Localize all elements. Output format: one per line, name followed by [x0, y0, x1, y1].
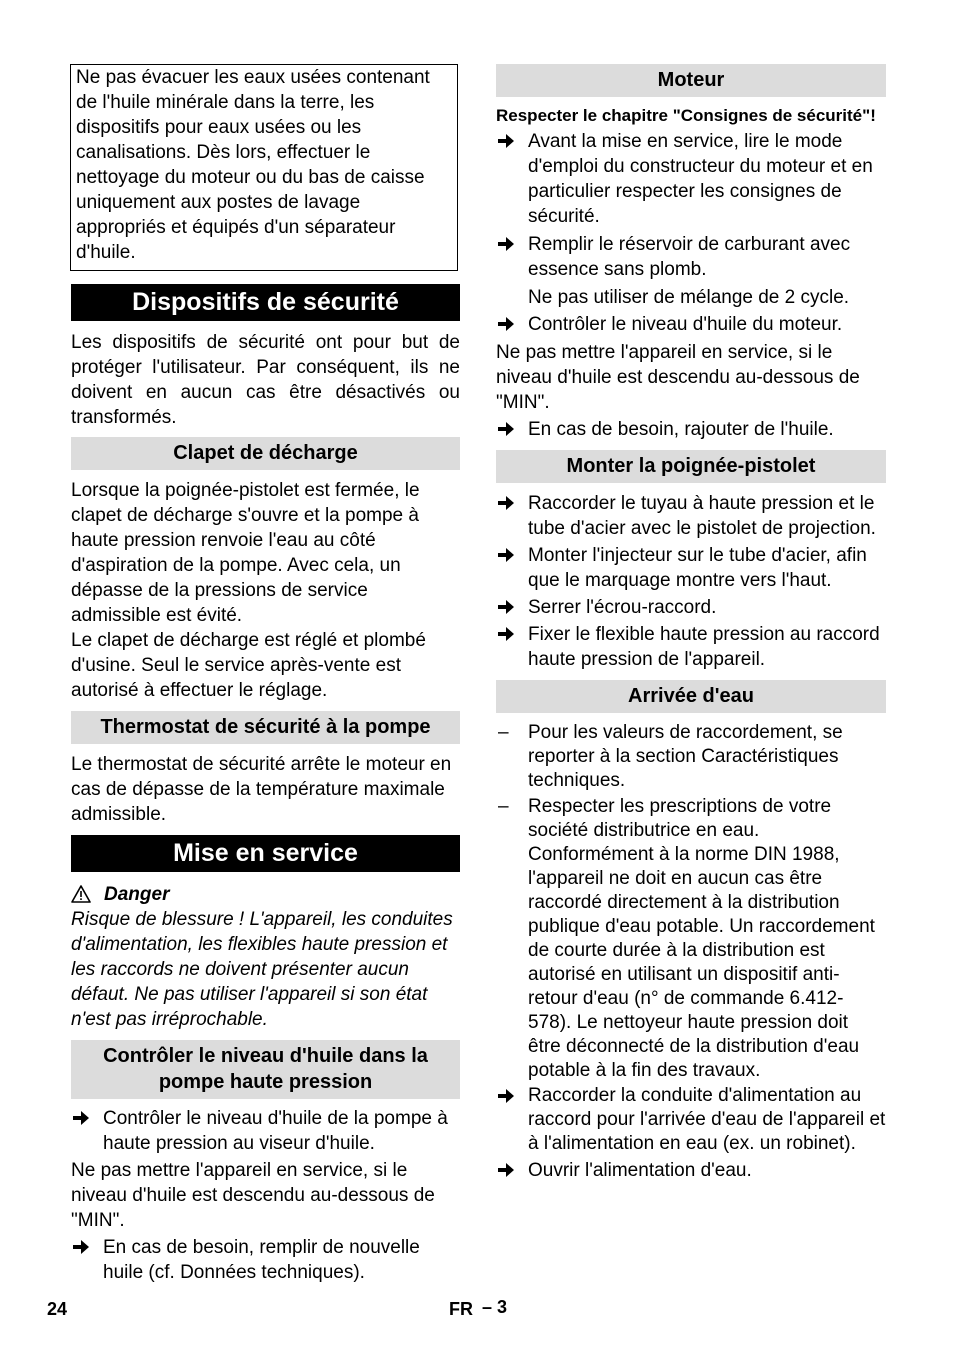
list-item	[496, 1158, 886, 1183]
language-code: FR	[449, 1299, 473, 1319]
dash-bullet: –	[498, 796, 509, 817]
heading-safety-devices: Dispositifs de sécurité	[71, 284, 460, 321]
danger-label: Danger	[104, 884, 170, 905]
arrow-right-icon	[498, 627, 514, 641]
thermostat-text: Le thermostat de sécurité arrête le moteur en cas de dépasse de la température maximale admissible.	[71, 754, 452, 825]
motor-safety-note: Respecter le chapitre "Consignes de sécurité"!	[496, 106, 876, 125]
list-item	[71, 1106, 460, 1156]
list-item-text: Fixer le flexible haute pression au raccord haute pression de l'appareil.	[528, 624, 880, 670]
list-item	[496, 232, 886, 282]
arrow-right-icon	[498, 548, 514, 562]
arrow-right-icon	[73, 1111, 89, 1125]
list-item-text: En cas de besoin, remplir de nouvelle huile (cf. Données techniques).	[103, 1237, 420, 1283]
danger-label-row	[71, 882, 460, 907]
heading-motor: Moteur	[496, 64, 886, 97]
list-item-text: Remplir le réservoir de carburant avec essence sans plomb.	[528, 234, 851, 280]
section-number: – 3	[482, 1297, 508, 1317]
arrow-right-icon	[498, 134, 514, 148]
heading-relief-valve: Clapet de décharge	[71, 437, 460, 470]
list-item-text: Ne pas utiliser de mélange de 2 cycle.	[528, 287, 850, 308]
heading-mount-gun: Monter la poignée-pistolet	[496, 450, 886, 483]
arrow-right-icon	[498, 422, 514, 436]
list-item	[496, 622, 886, 672]
list-item-text: Monter l'injecteur sur le tube d'acier, afin que le marquage montre vers l'haut.	[528, 545, 867, 591]
list-item-text: En cas de besoin, rajouter de l'huile.	[528, 419, 834, 440]
pump-oil-warning: Ne pas mettre l'appareil en service, si le niveau d'huile est descendu au-dessous de "MIN".	[71, 1160, 435, 1231]
arrow-right-icon	[498, 496, 514, 510]
list-item	[496, 312, 886, 337]
list-item-text: Contrôler le niveau d'huile de la pompe à haute pression au viseur d'huile.	[103, 1108, 448, 1154]
arrow-right-icon	[498, 1089, 514, 1103]
list-item-subtext	[496, 285, 886, 310]
list-item-text: Raccorder le tuyau à haute pression et le tube d'acier avec le pistolet de projection.	[528, 493, 876, 539]
list-item-text: Pour les valeurs de raccordement, se reporter à la section Caractéristiques techniques.	[528, 722, 843, 791]
list-item-text: Serrer l'écrou-raccord.	[528, 597, 717, 618]
list-item-text: Raccorder la conduite d'alimentation au raccord pour l'arrivée d'eau de l'appareil et à l'alimentation en eau (ex. un robinet).	[528, 1085, 886, 1154]
list-item	[496, 129, 886, 229]
heading-startup: Mise en service	[71, 835, 460, 872]
heading-pump-oil-level: Contrôler le niveau d'huile dans la pompe haute pression	[71, 1040, 460, 1099]
relief-valve-text-1: Lorsque la poignée-pistolet est fermée, le clapet de décharge s'ouvre et la pompe à haute pression renvoie l'eau au côté d'aspiration de la pompe. Avec cela, un dépasse de la pressions de service admissible est évité.	[71, 480, 420, 626]
list-item	[496, 795, 886, 1083]
list-item	[496, 543, 886, 593]
arrow-right-icon	[498, 237, 514, 251]
safety-intro: Les dispositifs de sécurité ont pour but de protéger l'utilisateur. Par conséquent, ils ne doivent en aucun cas être désactivés ou transformés.	[71, 332, 460, 428]
arrow-right-icon	[498, 600, 514, 614]
heading-thermostat: Thermostat de sécurité à la pompe	[71, 711, 460, 744]
page-number: 24	[47, 1299, 68, 1319]
arrow-right-icon	[73, 1240, 89, 1254]
relief-valve-text-2: Le clapet de décharge est réglé et plombé d'usine. Seul le service après-vente est autorisé à effectuer le réglage.	[71, 630, 426, 701]
arrow-right-icon	[498, 1163, 514, 1177]
right-column	[496, 64, 886, 1183]
dash-bullet: –	[498, 722, 509, 743]
arrow-right-icon	[498, 317, 514, 331]
list-item	[496, 491, 886, 541]
left-column	[71, 64, 460, 1285]
warning-triangle-icon	[71, 885, 91, 903]
oil-disposal-notice: Ne pas évacuer les eaux usées contenant de l'huile minérale dans la terre, les dispositifs pour eaux usées ou les canalisations. Dès lors, effectuer le nettoyage du moteur ou du bas de caisse uniquement aux postes de lavage appropriés et équipés d'un séparateur d'huile.	[70, 64, 458, 271]
list-item-text: Contrôler le niveau d'huile du moteur.	[528, 314, 843, 335]
list-item-text: Respecter les prescriptions de votre société distributrice en eau. Conformément à la norme DIN 1988, l'appareil ne doit en aucun cas être raccordé directement à la distribution publique d'eau potable. Un raccordement de courte durée à la distribution est autorisé en utilisant un dispositif anti-retour d'eau (n° de commande 6.412-578). Le nettoyeur haute pression doit être déconnecté de la distribution d'eau potable à la fin des travaux.	[528, 796, 875, 1081]
danger-text: Risque de blessure ! L'appareil, les conduites d'alimentation, les flexibles haute pression et les raccords ne doivent présenter aucun défaut. Ne pas utiliser l'appareil si son état n'est pas irréprochable.	[71, 909, 453, 1030]
list-item	[71, 1235, 460, 1285]
list-item	[496, 721, 886, 793]
list-item	[496, 1084, 886, 1156]
list-item	[496, 595, 886, 620]
motor-oil-warning: Ne pas mettre l'appareil en service, si le niveau d'huile est descendu au-dessous de "MIN".	[496, 342, 860, 413]
list-item-text: Avant la mise en service, lire le mode d'emploi du constructeur du moteur et en particulier respecter les consignes de sécurité.	[528, 131, 873, 227]
list-item	[496, 417, 886, 442]
list-item-text: Ouvrir l'alimentation d'eau.	[528, 1160, 752, 1181]
heading-water-supply: Arrivée d'eau	[496, 680, 886, 713]
